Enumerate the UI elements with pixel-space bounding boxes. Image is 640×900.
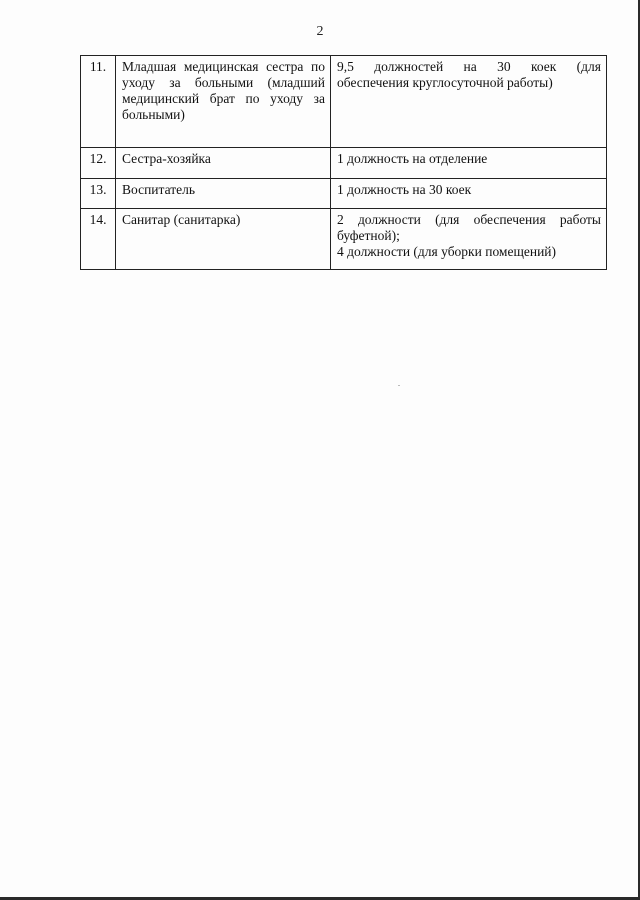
norm-line: 2 должности (для обеспечения работы [337,212,601,227]
norm-line: 1 должность на отделение [337,151,488,166]
table-row [81,148,607,179]
position-line: больными) [122,107,185,122]
norm-cell [331,209,607,270]
position-line: Воспитатель [122,182,196,197]
table-row [81,209,607,270]
norm-line: обеспечения круглосуточной работы) [337,75,553,90]
position-cell [116,209,331,270]
row-number: 12. [81,148,116,179]
position-line: Младшая медицинская сестра по [122,59,325,74]
norm-line: 9,5 должностей на 30 коек (для [337,59,601,74]
norm-cell [331,56,607,148]
row-number: 13. [81,179,116,209]
position-line: медицинский брат по уходу за [122,91,325,106]
norm-cell [331,148,607,179]
position-cell [116,179,331,209]
norm-line: 1 должность на 30 коек [337,182,472,197]
table-row [81,179,607,209]
position-line: уходу за больными (младший [122,75,325,90]
norm-line: 4 должности (для уборки помещений) [337,244,557,259]
position-cell [116,56,331,148]
norm-cell [331,179,607,209]
row-number: 14. [81,209,116,270]
position-line: Сестра-хозяйка [122,151,211,166]
table-row [81,56,607,148]
row-number: 11. [81,56,116,148]
page-number: 2 [316,24,324,39]
position-cell [116,148,331,179]
position-line: Санитар (санитарка) [122,212,241,227]
norm-line: буфетной); [337,228,400,243]
scan-speck [398,385,400,386]
staffing-table [80,55,607,270]
